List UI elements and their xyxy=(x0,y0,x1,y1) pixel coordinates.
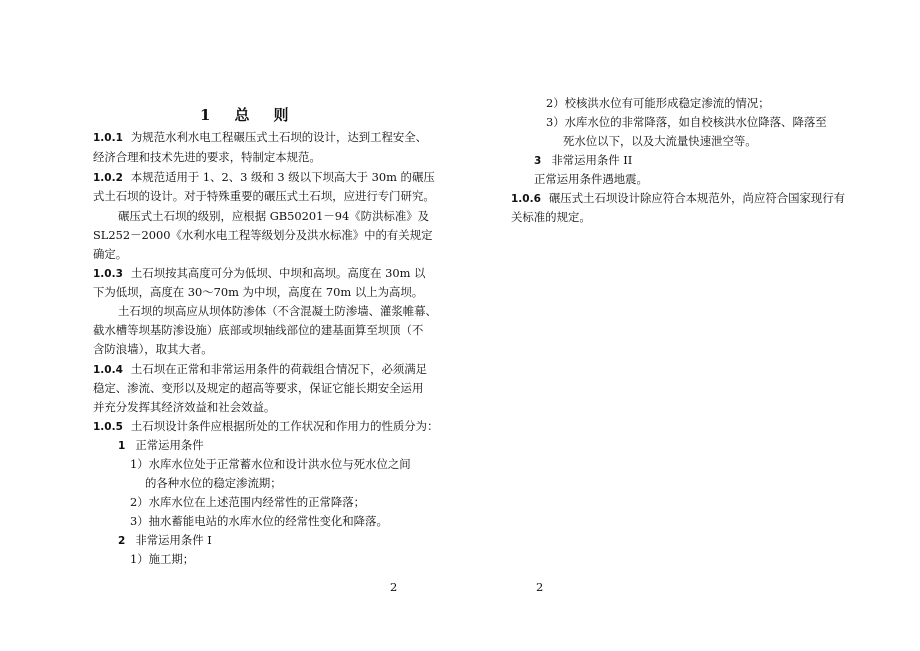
clause-1-0-6: 1.0.6 碾压式土石坝设计除应符合本规范外，尚应符合国家现行有 xyxy=(511,191,846,205)
clause-1-0-4: 1.0.4 土石坝在正常和非常运用条件的荷载组合情况下，必须满足 xyxy=(93,362,428,376)
text-line: 稳定、渗流、变形以及规定的超高等要求，保证它能长期安全运用 xyxy=(93,381,424,395)
text-line: 2）校核洪水位有可能形成稳定渗流的情况； xyxy=(546,96,770,110)
chapter-title-char-1: 总 xyxy=(234,106,252,124)
chapter-title-char-2: 则 xyxy=(273,106,291,124)
chapter-title xyxy=(200,104,290,125)
text-line: 正常运用条件遇地震。 xyxy=(534,172,648,186)
text-line: 截水槽等坝基防渗设施）底部或坝轴线部位的建基面算至坝顶（不 xyxy=(93,323,424,337)
text-line: 3）水库水位的非常降落，如自校核洪水位降落、降落至 xyxy=(546,115,827,129)
text-line: 死水位以下，以及大流量快速泄空等。 xyxy=(563,134,757,148)
text-line: SL252－2000《水利水电工程等级划分及洪水标准》中的有关规定 xyxy=(93,228,433,242)
clause-1-0-3: 1.0.3 土石坝按其高度可分为低坝、中坝和高坝。高度在 30m 以 xyxy=(93,266,426,280)
right-page xyxy=(460,0,920,651)
text-line: 关标准的规定。 xyxy=(511,210,591,224)
page-number: 2 xyxy=(536,580,544,594)
clause-1-0-2: 1.0.2 本规范适用于 1、2、3 级和 3 级以下坝高大于 30m 的碾压 xyxy=(93,170,435,184)
text-line: 的各种水位的稳定渗流期； xyxy=(145,476,282,490)
chapter-number: 1 xyxy=(200,106,213,124)
text-line: 式土石坝的设计。对于特殊重要的碾压式土石坝，应进行专门研究。 xyxy=(93,189,435,203)
text-line: 土石坝的坝高应从坝体防渗体（不含混凝土防渗墙、灌浆帷幕、 xyxy=(118,304,437,318)
text-line: 1）施工期； xyxy=(130,552,195,566)
item-2-heading: 2 非常运用条件 I xyxy=(118,533,212,547)
text-line: 碾压式土石坝的级别，应根据 GB50201－94《防洪标准》及 xyxy=(118,209,430,223)
text-line: 3）抽水蓄能电站的水库水位的经常性变化和降落。 xyxy=(130,514,388,528)
text-line: 并充分发挥其经济效益和社会效益。 xyxy=(93,400,276,414)
page-number: 2 xyxy=(390,580,398,594)
text-line: 确定。 xyxy=(93,247,128,261)
item-1-heading: 1 正常运用条件 xyxy=(118,438,204,452)
text-line: 1）水库水位处于正常蓄水位和设计洪水位与死水位之间 xyxy=(130,457,411,471)
text-line: 2）水库水位在上述范围内经常性的正常降落； xyxy=(130,495,366,509)
text-line: 含防浪墙），取其大者。 xyxy=(93,342,213,356)
text-line: 经济合理和技术先进的要求，特制定本规范。 xyxy=(93,150,321,164)
item-3-heading: 3 非常运用条件 II xyxy=(534,153,633,167)
clause-1-0-5: 1.0.5 土石坝设计条件应根据所处的工作状况和作用力的性质分为： xyxy=(93,419,439,433)
clause-1-0-1: 1.0.1 为规范水利水电工程碾压式土石坝的设计，达到工程安全、 xyxy=(93,130,428,144)
text-line: 下为低坝，高度在 30～70m 为中坝，高度在 70m 以上为高坝。 xyxy=(93,285,424,299)
